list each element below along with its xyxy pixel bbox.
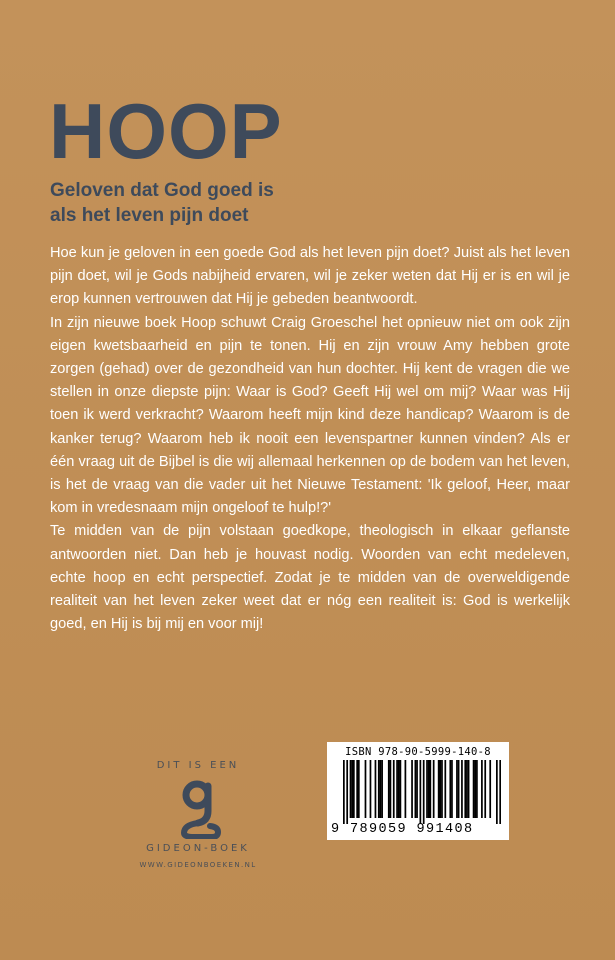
- barcode-bar: [428, 760, 430, 818]
- isbn-barcode: [327, 742, 509, 840]
- subtitle-line-2: als het leven pijn doet: [50, 205, 249, 226]
- barcode-bar: [416, 760, 418, 818]
- barcode-bar: [415, 760, 417, 818]
- barcode-bar: [476, 760, 478, 818]
- isbn-label: ISBN 978-90-5999-140-8: [345, 746, 491, 758]
- barcode-bar: [393, 760, 395, 818]
- barcode-bars: [343, 760, 501, 824]
- barcode-bar: [398, 760, 400, 818]
- ean-digits: 9 789059 991408: [331, 822, 474, 837]
- barcode-bar: [381, 760, 383, 818]
- publisher-name: GIDEON-BOEK: [146, 843, 250, 854]
- barcode-bar: [438, 760, 440, 818]
- barcode-bar: [451, 760, 453, 818]
- barcode-bar: [423, 760, 425, 824]
- barcode-bar: [380, 760, 382, 818]
- barcode-bar: [499, 760, 501, 824]
- publisher-block: [118, 760, 278, 869]
- barcode-bar: [474, 760, 476, 818]
- barcode-bar: [458, 760, 460, 818]
- barcode-bar: [370, 760, 372, 818]
- barcode-bar: [468, 760, 470, 818]
- barcode-bar: [481, 760, 483, 818]
- barcode-bar: [358, 760, 360, 818]
- barcode-bar: [426, 760, 428, 818]
- barcode-bar: [375, 760, 377, 818]
- barcode-bar: [346, 760, 348, 824]
- blurb-paragraph-1: Hoe kun je geloven in een goede God als het leven pijn doet? Juist als het leven pijn doet, wil je Gods nabijheid ervaren, wil je zeker weten dat Hij er is en wil je erop kunnen vertrouwen dat Hij je gebeden beantwoordt.: [50, 245, 570, 308]
- book-subtitle: [50, 178, 274, 228]
- barcode-bar: [464, 760, 466, 818]
- subtitle-line-1: Geloven dat God goed is: [50, 180, 274, 201]
- barcode-bar: [456, 760, 458, 818]
- barcode-bar: [405, 760, 407, 818]
- barcode-bar: [378, 760, 380, 818]
- barcode-bar: [444, 760, 446, 818]
- barcode-bar: [365, 760, 367, 818]
- barcode-bar: [439, 760, 441, 818]
- barcode-bar: [466, 760, 468, 818]
- blurb: [50, 242, 570, 636]
- barcode-bar: [343, 760, 345, 824]
- blurb-paragraph-3: Te midden van de pijn volstaan goedkope, theologisch in elkaar geflanste antwoorden niet. Dan heb je houvast nodig. Woorden van echt medeleven, echte hoop en echt perspectief. Zodat je te midden van de overweldigende realiteit van het leven zeker weet dat er nóg een realiteit is: God is werkelijk goed, en Hij is bij mij en voor mij!: [50, 523, 570, 633]
- barcode-bar: [351, 760, 353, 818]
- barcode-bar: [484, 760, 486, 818]
- barcode-bar: [411, 760, 413, 818]
- barcode-bar: [388, 760, 390, 818]
- barcode-bar: [420, 760, 422, 824]
- barcode-bar: [350, 760, 352, 818]
- barcode-bar: [473, 760, 475, 818]
- barcode-bar: [400, 760, 402, 818]
- barcode-bar: [461, 760, 463, 818]
- book-title: HOOP: [49, 87, 283, 175]
- barcode-bar: [496, 760, 498, 824]
- barcode-bar: [489, 760, 491, 818]
- publisher-intro: DIT IS EEN: [156, 760, 240, 771]
- blurb-paragraph-2: In zijn nieuwe boek Hoop schuwt Craig Groeschel het opnieuw niet om ook zijn eigen kwetsbaarheid en pijn te tonen. Hij en zijn vrouw Amy hebben grote zorgen (gehad) over de gezondheid van hun dochter. Hij kent de vragen die we stellen in onze diepste pijn: Waar is God? Geeft Hij wel om mij? Waar was Hij toen ik werd verkracht? Waarom heeft mijn kind deze handicap? Waarom is de kanker terug? Waarom heb ik nooit een levenspartner kunnen vinden? Als er één vraag uit de Bijbel is die wij allemaal herkennen op de bodem van het leven, is het de vraag van die vader uit het Nieuwe Testament: 'Ik geloof, Heer, maar kom in vredesnaam mijn ongeloof te hulp!?': [50, 314, 570, 517]
- barcode-bar: [390, 760, 392, 818]
- publisher-url: WWW.GIDEONBOEKEN.NL: [139, 861, 257, 869]
- barcode-bar: [441, 760, 443, 818]
- barcode-bar: [356, 760, 358, 818]
- barcode-bar: [396, 760, 398, 818]
- barcode-bar: [449, 760, 451, 818]
- barcode-bar: [353, 760, 355, 818]
- barcode-bar: [433, 760, 435, 818]
- gideon-g-logo-icon: [174, 777, 222, 839]
- barcode-bar: [429, 760, 431, 818]
